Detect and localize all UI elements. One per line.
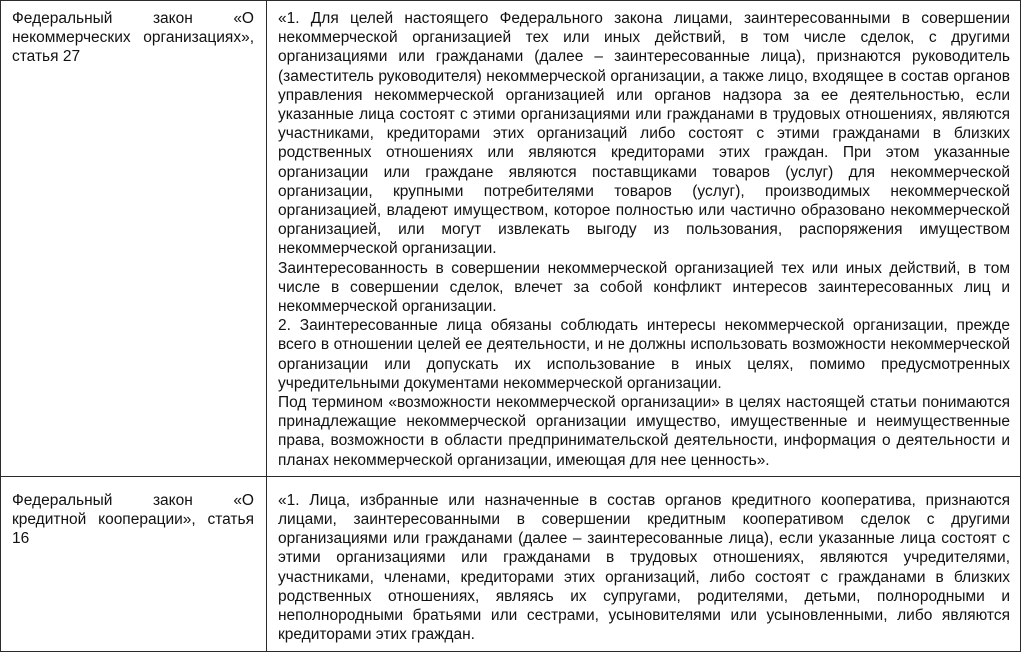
law-paragraph: Под термином «возможности некоммерческой организации» в целях настоящей статьи понимаются принадлежащие некоммерческой организации имущество, имущественные и неимущественные права, возможности в области предпринимательской деятельности, информация о деятельности и планах некоммерческой организации, имеющая для нее ценность».: [278, 394, 1010, 469]
law-source-text: Федеральный закон «О кредитной кооперации», статья 16: [12, 491, 254, 548]
table-row: [1, 476, 1021, 651]
table-row: [1, 1, 1021, 477]
law-source-cell: [1, 1, 267, 477]
law-paragraph: «1. Лица, избранные или назначенные в состав органов кредитного кооператива, признаются лицами, заинтересованными в совершении кредитным кооперативом сделок с другими организациями или гражданами (далее – заинтересованные лица), если указанные лица состоят с этими организациями или гражданами в трудовых отношениях, являются учредителями, участниками, членами, кредиторами этих организаций, либо состоят с гражданами в близких родственных отношениях, являясь их супругами, родителями, детьми, полнородными и неполнородными братьями или сестрами, усыновителями или усыновленными, либо являются кредиторами этих граждан.: [278, 491, 1010, 644]
law-paragraph: Заинтересованность в совершении некоммерческой организацией тех или иных действий, в том числе в совершении сделок, влечет за собой конфликт интересов заинтересованных лиц и некоммерческой организации.: [278, 259, 1010, 316]
law-paragraph: «1. Для целей настоящего Федерального закона лицами, заинтересованными в совершении некоммерческой организацией тех или иных действий, в том числе сделок, с другими организациями или гражданами (далее – заинтересованные лица), признаются руководитель (заместитель руководителя) некоммерческой организации, а также лицо, входящее в состав органов управления некоммерческой организацией или органов надзора за ее деятельностью, если указанные лица состоят с этими организациями или гражданами в трудовых отношениях, являются участниками, кредиторами этих организаций либо состоят с этими гражданами в близких родственных отношениях или являются кредиторами этих граждан. При этом указанные организации или граждане являются поставщиками товаров (услуг) для некоммерческой организации, крупными потребителями товаров (услуг), производимых некоммерческой организацией, владеют имуществом, которое полностью или частично образовано некоммерческой организацией, или могут извлекать выгоду из пользования, распоряжения имуществом некоммерческой организации.: [278, 10, 1010, 258]
law-paragraph: 2. Заинтересованные лица обязаны соблюдать интересы некоммерческой организации, прежде всего в отношении целей ее деятельности, и не должны использовать возможности некоммерческой организации или допускать их использование в иных целях, помимо предусмотренных учредительными документами некоммерческой организации.: [278, 317, 1010, 392]
law-source-text: Федеральный закон «О некоммерческих организациях», статья 27: [12, 10, 254, 66]
law-text-cell: [267, 1, 1021, 477]
law-source-cell: [1, 476, 267, 651]
law-text-cell: [267, 476, 1021, 651]
